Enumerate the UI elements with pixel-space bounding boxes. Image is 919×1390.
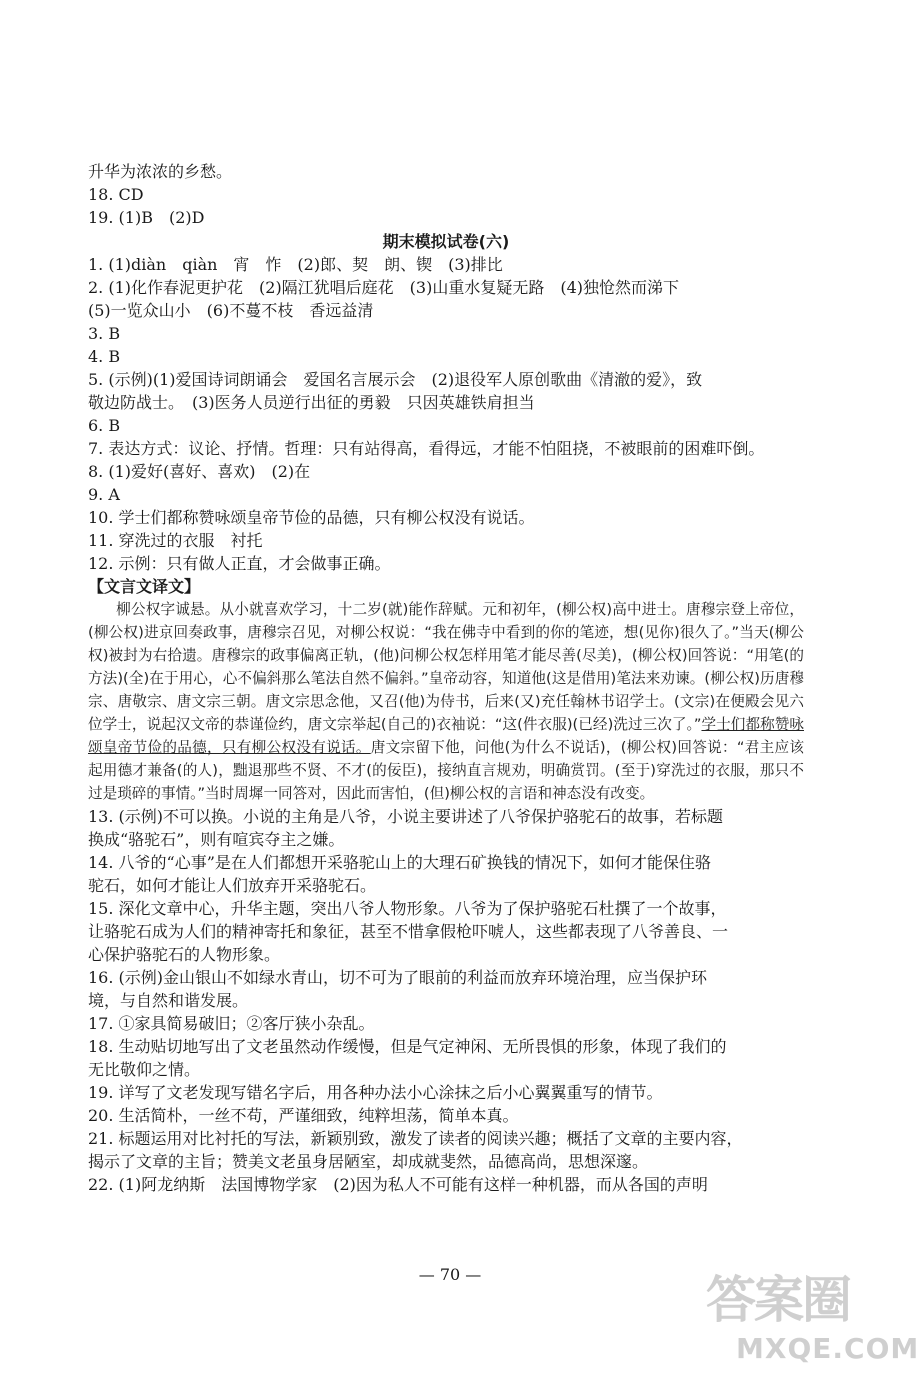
underlined-sentence: 学士们都称赞咏颂皇帝节俭的品德，只有柳公权没有说话。 (88, 716, 804, 756)
exam-title: 期末模拟试卷(六) (382, 232, 510, 251)
answers-bottom (88, 805, 804, 1196)
answer-line: 4. B (88, 347, 121, 366)
answer-line: 心保护骆驼石的人物形象。 (88, 945, 281, 964)
answer-line: 19. 详写了文老发现写错名字后，用各种办法小心涂抹之后小心翼翼重写的情节。 (88, 1083, 663, 1102)
translation-text: 柳公权字诚悬。从小就喜欢学习，十二岁(就)能作辞赋。元和初年，(柳公权)高中进士。唐穆宗登上帝位，(柳公权)进京回奏政事，唐穆宗召见，对柳公权说：“我在佛寺中看到的你的笔迹，想(见你)很久了。”当天(柳公权)被封为右拾遗。唐穆宗的政事偏离正轨，(他)问柳公权怎样用笔才能尽善(尽美)，(柳公权)回答说：“用笔(的方法)(全)在于用心，心不偏斜那么笔法自然不偏斜。”皇帝动容，知道他(这是借用)笔法来劝谏。(柳公权)历唐穆宗、唐敬宗、唐文宗三朝。唐文宗思念他，又召(他)为侍书，后来(又)充任翰林书诏学士。(文宗)在便殿会见六位学士，说起汉文帝的恭谨俭约，唐文宗举起(自己的)衣袖说：“这(件衣服)(已经)洗过三次了。” (88, 601, 804, 733)
answer-line: 16. (示例)金山银山不如绿水青山，切不可为了眼前的利益而放弃环境治理，应当保护环 (88, 968, 708, 987)
answer-line: 6. B (88, 416, 121, 435)
section-label: 【文言文译文】 (88, 577, 201, 596)
watermark-glyphs: 答案圈 (706, 1271, 850, 1329)
answers-mid (88, 253, 804, 575)
watermark-url: MXQE.COM (736, 1332, 919, 1365)
answer-line: 3. B (88, 324, 121, 343)
page-number: — 70 — (418, 1265, 482, 1284)
watermark-logo (706, 1260, 919, 1370)
answer-line: 2. (1)化作春泥更护花 (2)隔江犹唱后庭花 (3)山重水复疑无路 (4)独怆然而涕下 (88, 278, 680, 297)
answer-page (88, 160, 804, 1196)
answer-line: 10. 学士们都称赞咏颂皇帝节俭的品德，只有柳公权没有说话。 (88, 508, 535, 527)
answer-line: 20. 生活简朴，一丝不苟，严谨细致，纯粹坦荡，简单本真。 (88, 1106, 519, 1125)
answer-line: 5. (示例)(1)爱国诗词朗诵会 爱国名言展示会 (2)退役军人原创歌曲《清澈的爱》，致 (88, 370, 703, 389)
answer-line: 9. A (88, 485, 120, 504)
answers-top (88, 160, 804, 229)
answer-line: 升华为浓浓的乡愁。 (88, 162, 233, 181)
answer-line: 18. 生动贴切地写出了文老虽然动作缓慢，但是气定神闲、无所畏惧的形象，体现了我们的 (88, 1037, 727, 1056)
answer-line: 22. (1)阿龙纳斯 法国博物学家 (2)因为私人不可能有这样一种机器，而从各国的声明 (88, 1175, 708, 1194)
answer-line: 18. CD (88, 185, 144, 204)
answer-line: 揭示了文章的主旨；赞美文老虽身居陋室，却成就斐然，品德高尚，思想深邃。 (88, 1152, 649, 1171)
answer-line: 11. 穿洗过的衣服 衬托 (88, 531, 263, 550)
answer-line: 1. (1)diàn qiàn 宵 怍 (2)郎、契 朗、锲 (3)排比 (88, 255, 503, 274)
answer-line: 14. 八爷的“心事”是在人们都想开采骆驼山上的大理石矿换钱的情况下，如何才能保住骆 (88, 853, 711, 872)
answer-line: 换成“骆驼石”，则有喧宾夺主之嫌。 (88, 830, 345, 849)
answer-line: 境，与自然和谐发展。 (88, 991, 249, 1010)
answer-line: 7. 表达方式：议论、抒情。哲理：只有站得高，看得远，才能不怕阻挠，不被眼前的困难吓倒。 (88, 439, 765, 458)
answer-line: 19. (1)B (2)D (88, 208, 205, 227)
answer-line: 让骆驼石成为人们的精神寄托和象征，甚至不惜拿假枪吓唬人，这些都表现了八爷善良、一 (88, 922, 729, 941)
translation-text: 唐文宗留下他，问他(为什么不说话)，(柳公权)回答说：“君主应该起用德才兼备(的人)，黜退那些不贤、不才(的佞臣)，接纳直言规劝，明确赏罚。(至于)穿洗过的衣服，那只不过是琐碎的事情。”当时周墀一同答对，因此而害怕，(但)柳公权的言语和神态没有改变。 (88, 739, 804, 802)
answer-line: (5)一览众山小 (6)不蔓不枝 香远益清 (88, 301, 374, 320)
answer-line: 12. 示例：只有做人正直，才会做事正确。 (88, 554, 391, 573)
answer-line: 15. 深化文章中心，升华主题，突出八爷人物形象。八爷为了保护骆驼石杜撰了一个故事， (88, 899, 727, 918)
answer-line: 无比敬仰之情。 (88, 1060, 201, 1079)
translation-paragraph (88, 598, 804, 805)
classical-translation (88, 598, 804, 805)
answer-line: 21. 标题运用对比衬托的写法，新颖别致，激发了读者的阅读兴趣；概括了文章的主要内容， (88, 1129, 743, 1148)
answer-line: 17. ①家具简易破旧；②客厅狭小杂乱。 (88, 1014, 375, 1033)
answer-line: 敬边防战士。 (3)医务人员逆行出征的勇毅 只因英雄铁肩担当 (88, 393, 535, 412)
answer-line: 驼石，如何才能让人们放弃开采骆驼石。 (88, 876, 377, 895)
answer-line: 13. (示例)不可以换。小说的主角是八爷，小说主要讲述了八爷保护骆驼石的故事，若标题 (88, 807, 724, 826)
answer-line: 8. (1)爱好(喜好、喜欢) (2)在 (88, 462, 311, 481)
